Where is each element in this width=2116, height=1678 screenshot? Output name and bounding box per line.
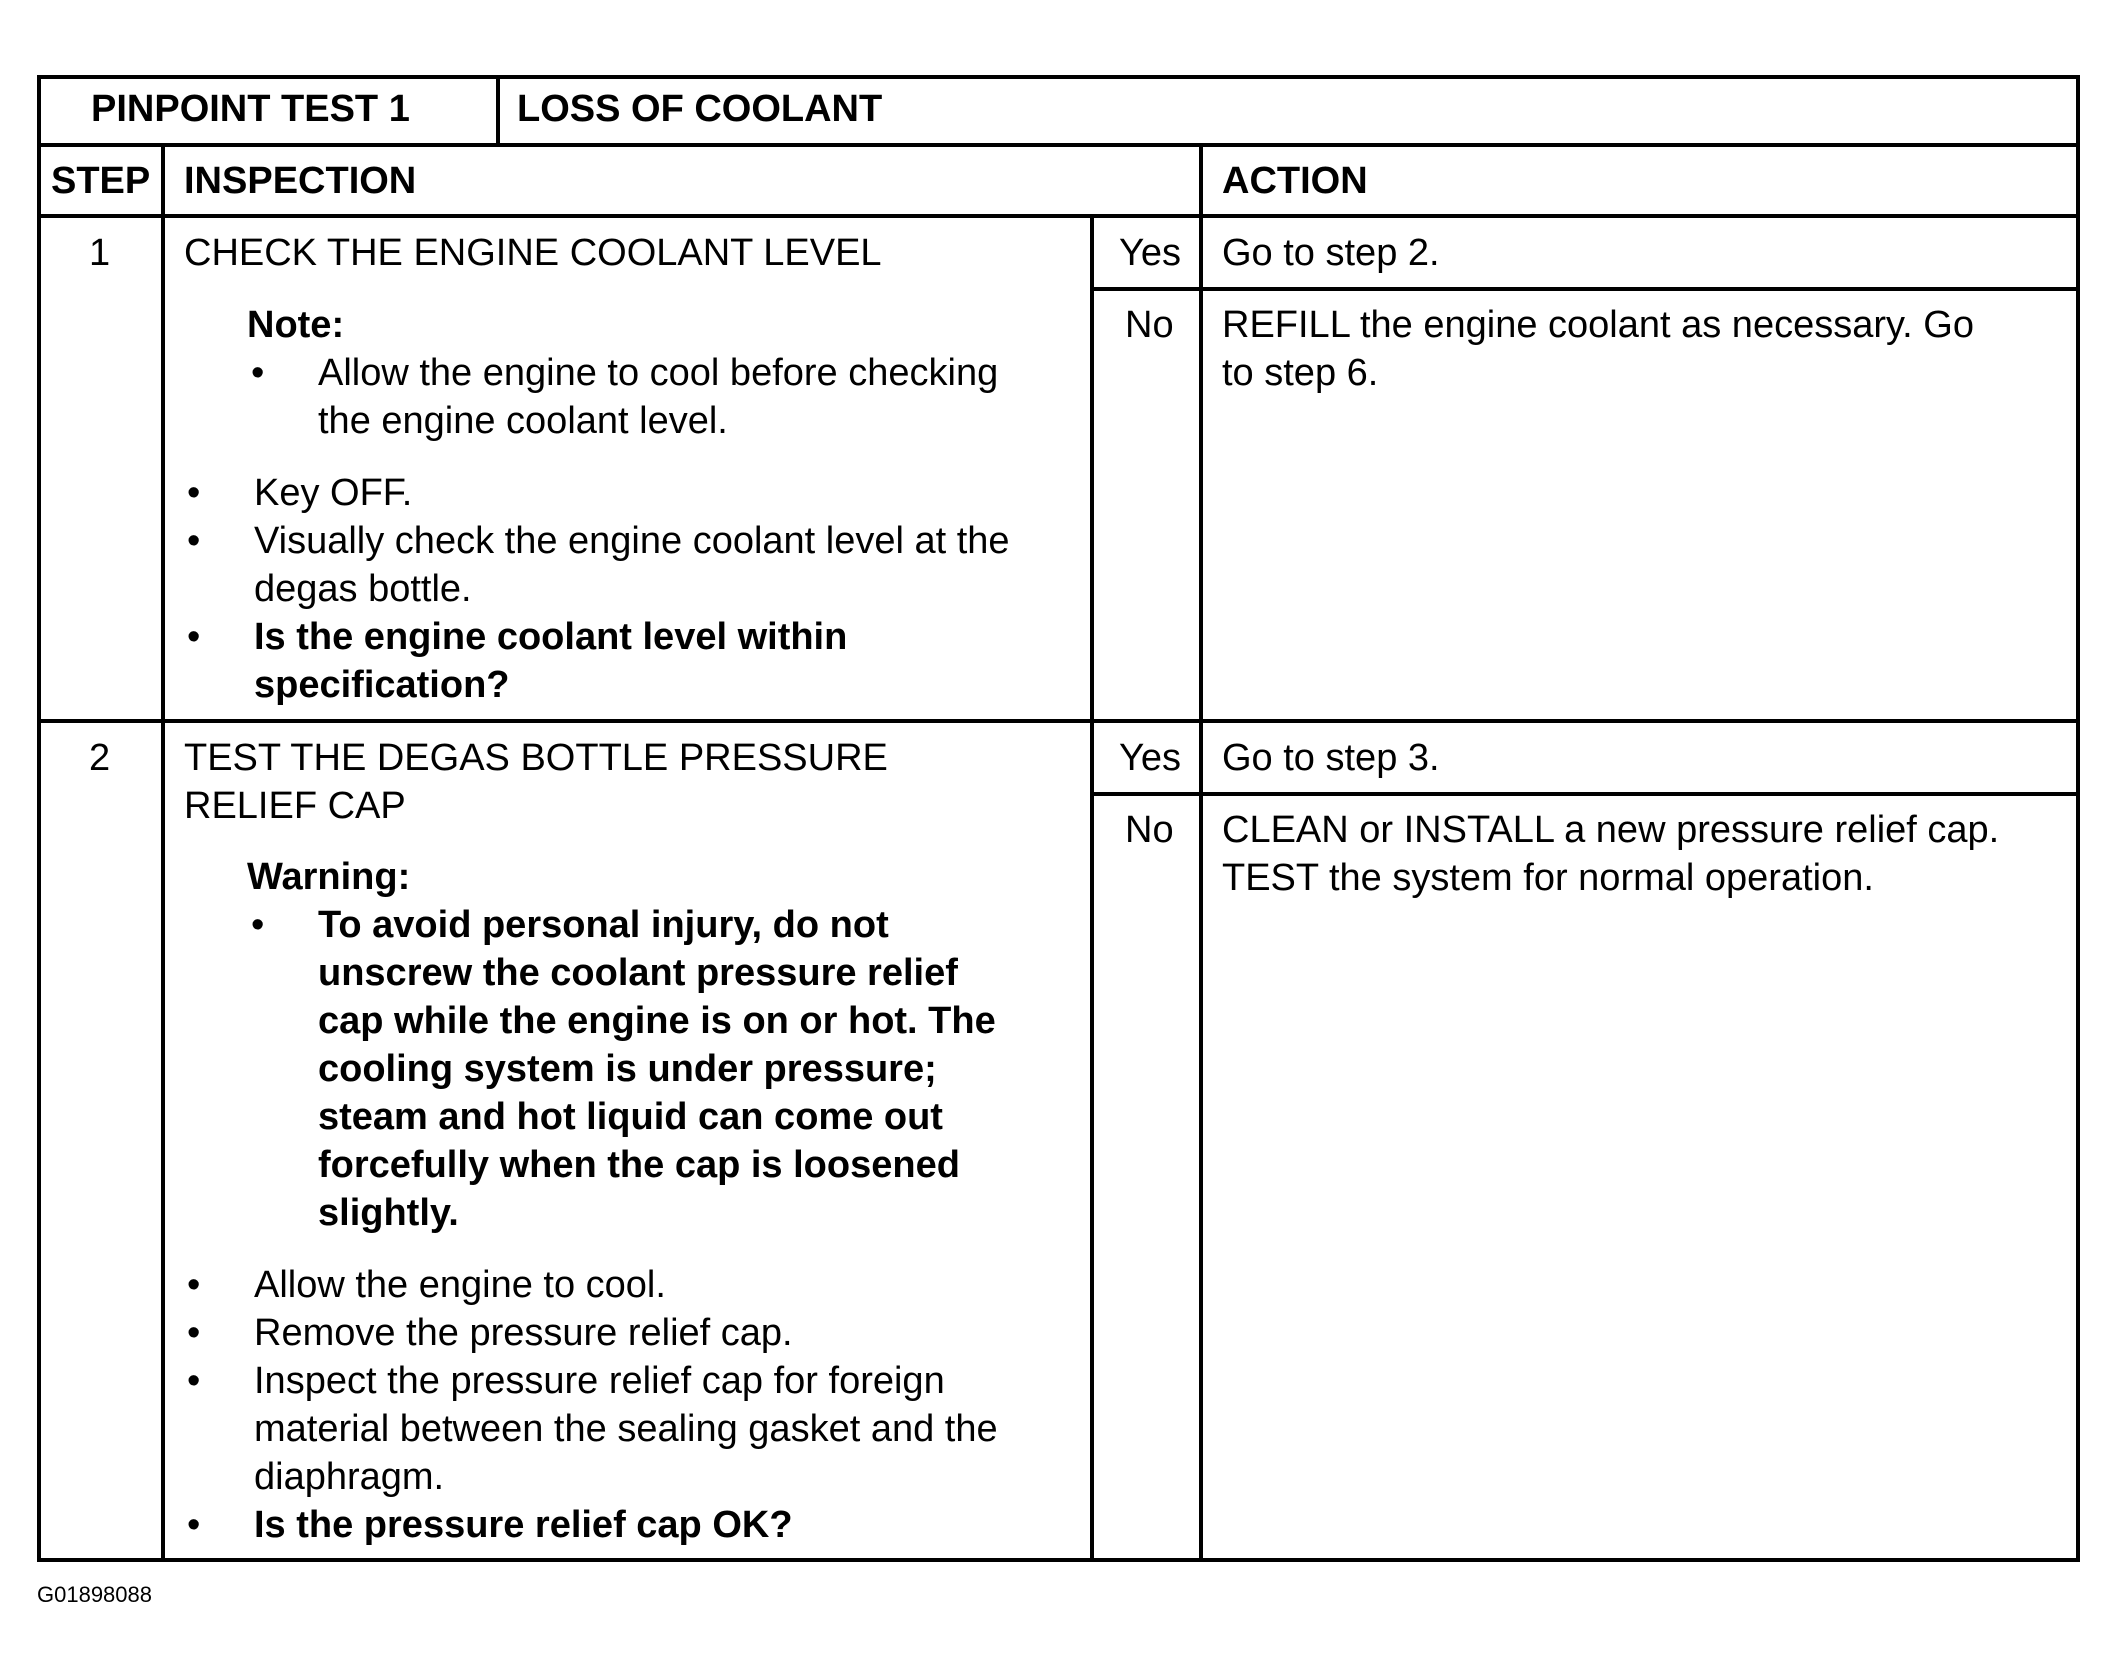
step1-yes-no-divider (1092, 287, 2076, 291)
no-label: No (1125, 304, 1174, 346)
warning-text-line: cooling system is under pressure; (318, 1048, 937, 1090)
warning-text-line: steam and hot liquid can come out (318, 1096, 943, 1138)
inspection-bullet: degas bottle. (254, 568, 472, 610)
step-number: 2 (89, 737, 111, 779)
bullet-icon: • (187, 1264, 201, 1306)
inspection-bullet: diaphragm. (254, 1456, 445, 1498)
column-header-inspection: INSPECTION (184, 160, 417, 202)
bullet-icon: • (251, 904, 265, 946)
action-column-divider (1199, 145, 1203, 1558)
pinpoint-test-table (37, 75, 2080, 1562)
warning-text-line: unscrew the coolant pressure relief (318, 952, 958, 994)
step-divider (41, 719, 2076, 723)
bullet-icon: • (251, 352, 265, 394)
inspection-question: specification? (254, 664, 510, 706)
yes-action: Go to step 2. (1222, 232, 1440, 274)
bullet-icon: • (187, 1504, 201, 1546)
inspection-bullet: Inspect the pressure relief cap for foreign (254, 1360, 945, 1402)
test-id: PINPOINT TEST 1 (91, 88, 410, 130)
bullet-icon: • (187, 1360, 201, 1402)
column-header-action: ACTION (1222, 160, 1368, 202)
inspection-question: Is the pressure relief cap OK? (254, 1504, 793, 1546)
no-label: No (1125, 809, 1174, 851)
step-title-line: TEST THE DEGAS BOTTLE PRESSURE (184, 737, 888, 779)
bullet-icon: • (187, 472, 201, 514)
note-text-line: Allow the engine to cool before checking (318, 352, 999, 394)
inspection-question: Is the engine coolant level within (254, 616, 848, 658)
no-action-line: to step 6. (1222, 352, 1379, 394)
warning-heading: Warning: (247, 856, 411, 898)
header-divider (41, 143, 2076, 147)
inspection-bullet: Allow the engine to cool. (254, 1264, 666, 1306)
warning-text-line: slightly. (318, 1192, 459, 1234)
warning-text-line: forcefully when the cap is loosened (318, 1144, 960, 1186)
note-text-line: the engine coolant level. (318, 400, 728, 442)
title-divider (496, 79, 500, 143)
inspection-bullet: material between the sealing gasket and the (254, 1408, 998, 1450)
yes-label: Yes (1119, 232, 1181, 274)
bullet-icon: • (187, 1312, 201, 1354)
step-number: 1 (89, 232, 111, 274)
step-title: CHECK THE ENGINE COOLANT LEVEL (184, 232, 882, 274)
warning-text-line: cap while the engine is on or hot. The (318, 1000, 996, 1042)
no-action-line: TEST the system for normal operation. (1222, 857, 1874, 899)
no-action-line: CLEAN or INSTALL a new pressure relief cap. (1222, 809, 2000, 851)
note-heading: Note: (247, 304, 345, 346)
inspection-bullet: Key OFF. (254, 472, 413, 514)
bullet-icon: • (187, 520, 201, 562)
column-header-step: STEP (51, 160, 151, 202)
inspection-bullet: Remove the pressure relief cap. (254, 1312, 793, 1354)
column-header-divider (41, 214, 2076, 218)
step-column-divider (161, 145, 165, 1558)
figure-code: G01898088 (37, 1582, 152, 1607)
inspection-bullet: Visually check the engine coolant level at the (254, 520, 1010, 562)
step2-yes-no-divider (1092, 792, 2076, 796)
bullet-icon: • (187, 616, 201, 658)
no-action-line: REFILL the engine coolant as necessary. Go (1222, 304, 1974, 346)
warning-text-line: To avoid personal injury, do not (318, 904, 889, 946)
yes-action: Go to step 3. (1222, 737, 1440, 779)
yes-no-column-divider (1090, 216, 1094, 1558)
test-name: LOSS OF COOLANT (517, 88, 883, 130)
yes-label: Yes (1119, 737, 1181, 779)
step-title-line: RELIEF CAP (184, 785, 406, 827)
